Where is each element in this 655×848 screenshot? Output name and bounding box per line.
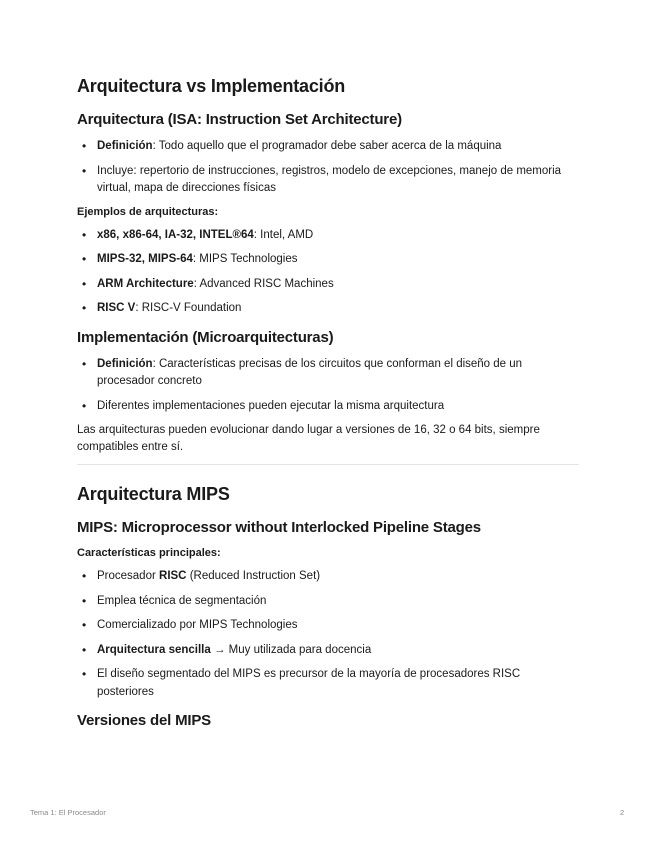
isa-list <box>77 138 579 198</box>
heading-isa: Arquitectura (ISA: Instruction Set Architecture) <box>77 111 402 128</box>
implementation-list <box>77 356 579 416</box>
features-label: Características principales: <box>77 547 221 559</box>
footer-page-number: 2 <box>620 808 625 817</box>
section-divider <box>77 464 579 465</box>
list-item: • RISC V: RISC-V Foundation <box>77 300 579 318</box>
list-item: • Diferentes implementaciones pueden ejecutar la misma arquitectura <box>77 398 579 416</box>
list-item: • Definición: Características precisas de los circuitos que conforman el diseño de un procesador concreto <box>77 356 579 391</box>
list-item: • Comercializado por MIPS Technologies <box>77 617 579 635</box>
examples-list <box>77 227 579 318</box>
list-item: • Procesador RISC (Reduced Instruction Set) <box>77 568 579 586</box>
list-item: • MIPS-32, MIPS-64: MIPS Technologies <box>77 251 579 269</box>
examples-label: Ejemplos de arquitecturas: <box>77 205 219 218</box>
arch-evolution-note: Las arquitecturas pueden evolucionar dando lugar a versiones de 16, 32 o 64 bits, siempre compatibles entre sí. <box>77 424 540 453</box>
list-item: • Incluye: repertorio de instrucciones, registros, modelo de excepciones, manejo de memoria virtual, mapa de direcciones físicas <box>77 163 579 198</box>
page-content <box>77 74 579 739</box>
list-item: • Definición: Todo aquello que el programador debe saber acerca de la máquina <box>77 138 579 156</box>
list-item: • El diseño segmentado del MIPS es precursor de la mayoría de procesadores RISC posteriores <box>77 666 579 701</box>
list-item: • x86, x86-64, IA-32, INTEL®64: Intel, AMD <box>77 227 579 245</box>
heading-implementation: Implementación (Microarquitecturas) <box>77 328 334 346</box>
list-item: • ARM Architecture: Advanced RISC Machines <box>77 276 579 294</box>
list-item: • Emplea técnica de segmentación <box>77 593 579 611</box>
section-title-mips: Arquitectura MIPS <box>77 484 230 504</box>
heading-mips-versions: Versiones del MIPS <box>77 712 211 729</box>
footer-doc-title: Tema 1: El Procesador <box>30 808 106 817</box>
heading-mips-acronym: MIPS: Microprocessor without Interlocked Pipeline Stages <box>77 519 481 536</box>
mips-features-list <box>77 568 579 701</box>
list-item: • Arquitectura sencilla → Muy utilizada para docencia <box>77 642 579 660</box>
section-title-arch-vs-impl: Arquitectura vs Implementación <box>77 76 346 96</box>
